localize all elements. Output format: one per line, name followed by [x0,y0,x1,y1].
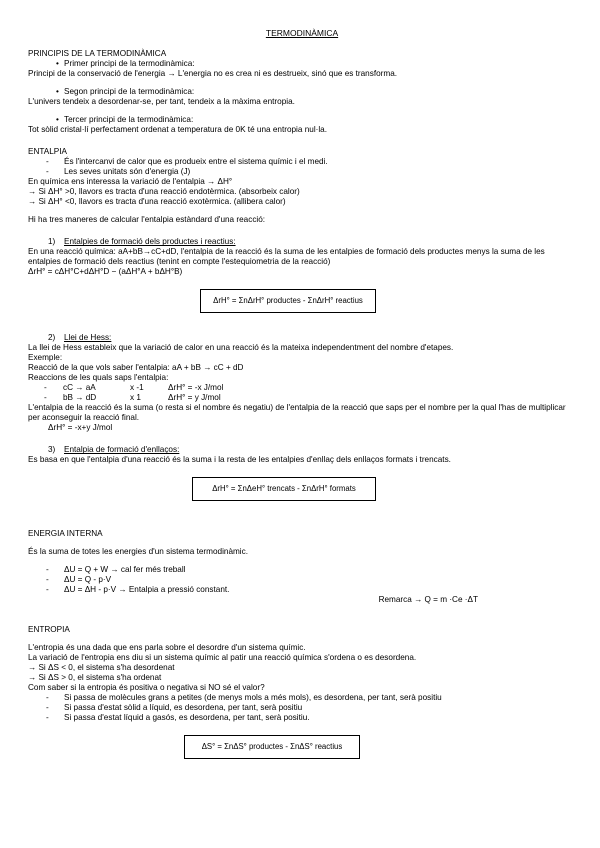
method-2-result: ΔrH° = -x+y J/mol [48,423,113,433]
reaction-row [28,393,576,403]
reaction-dash: - [44,393,47,403]
formula-box-formation: ΔrH° = ΣnΔrH° productes - ΣnΔrH° reactius [200,289,376,313]
document-page [28,28,576,759]
entropia-item-3: - Si passa d'estat líquid a gasós, es desordena, per tant, serà positiu. [28,713,576,723]
method-2-example-label: Exemple: [28,353,63,363]
section-heading-entalpia: ENTALPIA [28,147,67,157]
principle-2-title: • Segon principi de la termodinàmica: [28,87,576,97]
reaction-enthalpy: ΔrH° = y J/mol [168,393,221,403]
entalpia-line-1: En química ens interessa la variació de l'entalpia → ΔH° [28,177,233,187]
reaction-equation: bB → dD [63,393,97,403]
reaction-equation: cC → aA [63,383,96,393]
entropia-line-5: Com saber si la entropia és positiva o negativa si NO sé el valor? [28,683,265,693]
method-1-formula: ΔrH° = cΔH°C+dΔH°D − (aΔH°A + bΔH°B) [28,267,183,277]
reaction-row [28,383,576,393]
principle-3-title: • Tercer principi de la termodinàmica: [28,115,576,125]
energia-item-2: - ΔU = Q - p·V [28,575,576,585]
entalpia-item-1: - És l'intercanvi de calor que es produeix entre el sistema químic i el medi. [28,157,576,167]
entropia-line-4: → Si ΔS > 0, el sistema s'ha ordenat [28,673,162,683]
method-3-number: 3) [48,445,56,455]
entalpia-intro: Hi ha tres maneres de calcular l'entalpia estàndard d'una reacció: [28,215,266,225]
principle-1-text: Principi de la conservació de l'energia → L'energia no es crea ni es destrueix, sinó que es transforma. [28,69,398,79]
method-3-title: Entalpia de formació d'enllaços: [64,445,180,455]
method-2-heading [28,333,576,343]
method-1-heading [28,237,576,247]
energia-item-1: - ΔU = Q + W → cal fer més treball [28,565,576,575]
principle-3-text: Tot sòlid cristal·lí perfectament ordenat a temperatura de 0K té una entropia nul·la. [28,125,328,135]
section-heading-energia: ENERGIA INTERNA [28,529,103,539]
method-1-number: 1) [48,237,56,247]
method-1-text: En una reacció química: aA+bB→cC+dD, l'entalpia de la reacció és la suma de les entalpies de formació dels productes menys la suma de les entalpies de formació dels reactius (tenint en compte l'estequiometria de la reacció) [28,247,545,267]
entalpia-line-2: → Si ΔH° >0, llavors es tracta d'una reacció endotèrmica. (absorbeix calor) [28,187,300,197]
entropia-line-1: L'entropia és una dada que ens parla sobre el desordre d'un sistema químic. [28,643,306,653]
section-heading-principis: PRINCIPIS DE LA TERMODINÀMICA [28,49,167,59]
energia-item-3: - ΔU = ΔH - p·V → Entalpia a pressió constant. [28,585,576,595]
entropia-item-1: - Si passa de molècules grans a petites (de menys mols a més mols), es desordena, per tant, serà positiu [28,693,576,703]
method-2-text: La llei de Hess estableix que la variació de calor en una reacció és la mateixa independentment del nombre d'etapes. [28,343,454,353]
entropia-item-2: - Si passa d'estat sòlid a líquid, es desordena, per tant, serà positiu [28,703,576,713]
method-2-title: Llei de Hess: [64,333,112,343]
formula-box-entropy: ΔS° = ΣnΔS° productes - ΣnΔS° reactius [184,735,360,759]
method-1-title: Entalpies de formació dels productes i reactius: [64,237,236,247]
reaction-factor: x 1 [130,393,141,403]
principle-2-text: L'univers tendeix a desordenar-se, per tant, tendeix a la màxima entropia. [28,97,295,107]
section-heading-entropia: ENTROPIA [28,625,70,635]
formula-box-bonds: ΔrH° = ΣnΔeH° trencats - ΣnΔrH° formats [192,477,376,501]
reaction-factor: x -1 [130,383,144,393]
reaction-dash: - [44,383,47,393]
method-2-reactions-label: Reaccions de les quals saps l'entalpia: [28,373,169,383]
entalpia-line-3: → Si ΔH° <0, llavors es tracta d'una reacció exotèrmica. (allibera calor) [28,197,286,207]
method-3-heading [28,445,576,455]
entropia-line-3: → Si ΔS < 0, el sistema s'ha desordenat [28,663,175,673]
document-title: TERMODINÀMICA [265,28,339,38]
energia-text: És la suma de totes les energies d'un sistema termodinàmic. [28,547,248,557]
reaction-enthalpy: ΔrH° = -x J/mol [168,383,224,393]
principle-1-title: • Primer principi de la termodinàmica: [28,59,576,69]
method-2-number: 2) [48,333,56,343]
method-2-example-text: Reacció de la que vols saber l'entalpia: aA + bB → cC + dD [28,363,244,373]
entalpia-item-2: - Les seves unitats són d'energia (J) [28,167,576,177]
method-3-text: Es basa en que l'entalpia d'una reacció és la suma i la resta de les entalpies d'enllaç dels enllaços formats i trencats. [28,455,451,465]
energia-remark: Remarca → Q = m ·Ce ·ΔT [378,595,478,605]
method-2-note: L'entalpia de la reacció és la suma (o resta si el nombre és negatiu) de l'entalpia de la reacció que saps per el nombre per la qual l'has de multiplicar per aconseguir la reacció final. [28,403,566,423]
entropia-line-2: La variació de l'entropia ens diu si un sistema químic al patir una reacció química s'ordena o es desordena. [28,653,417,663]
